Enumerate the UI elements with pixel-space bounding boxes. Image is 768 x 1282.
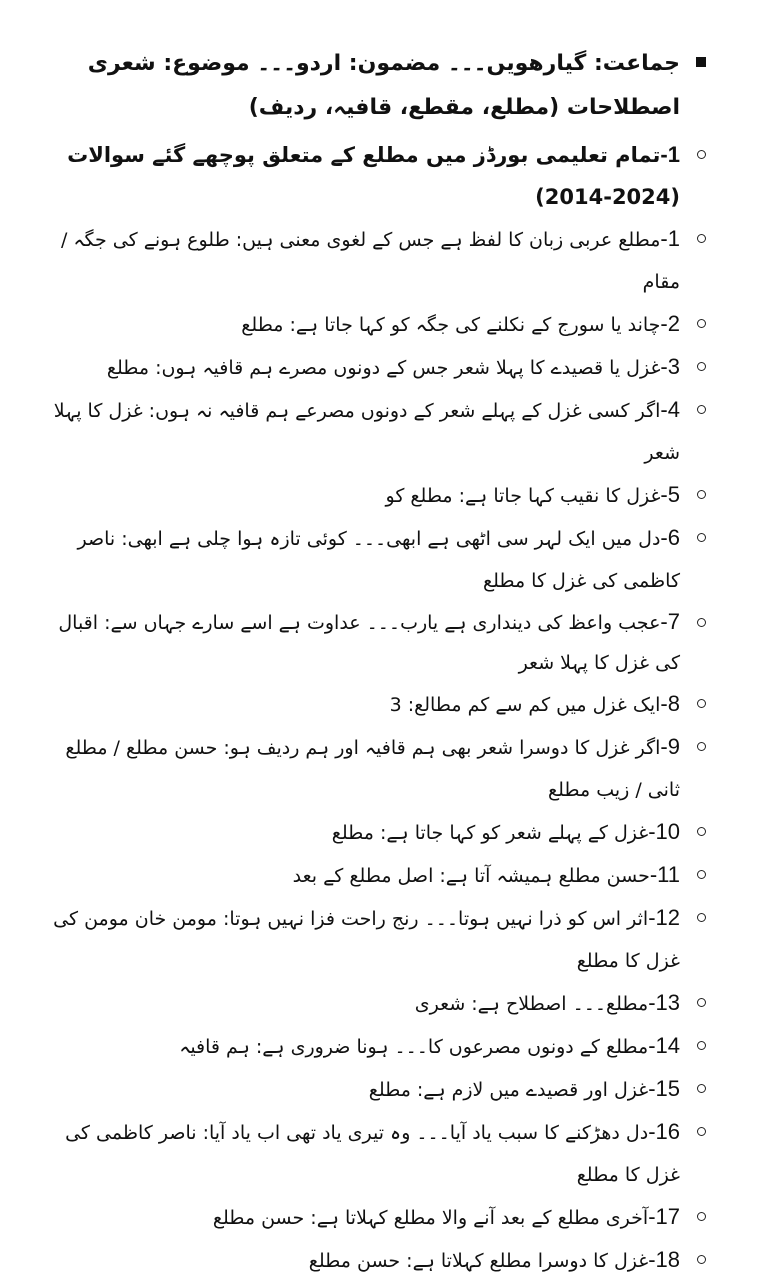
item-text: مطلع۔۔۔ اصطلاح ہے: شعری — [414, 993, 649, 1015]
list-item — [44, 854, 706, 897]
list-item — [44, 726, 706, 811]
item-text: غزل کا دوسرا مطلع کہلاتا ہے: حسن مطلع — [308, 1250, 649, 1272]
circle-bullet-icon — [697, 998, 706, 1007]
item-text: ایک غزل میں کم سے کم مطالع: 3 — [389, 694, 661, 716]
list-item — [44, 602, 706, 683]
item-number: 17- — [648, 1204, 680, 1229]
circle-bullet-icon — [697, 1041, 706, 1050]
item-number: 8- — [660, 691, 680, 716]
list-item — [44, 218, 706, 303]
document-header — [44, 42, 706, 130]
item-text: اثر اس کو ذرا نہیں ہوتا۔۔۔ رنج راحت فزا نہیں ہوتا: مومن خان مومن کی غزل کا مطلع — [53, 908, 680, 972]
circle-bullet-icon — [697, 362, 706, 371]
item-text: عجب واعظ کی دینداری ہے یارب۔۔۔ عداوت ہے اسے سارے جہاں سے: اقبال کی غزل کا پہلا شعر — [58, 612, 680, 674]
item-number: 4- — [660, 397, 680, 422]
circle-bullet-icon — [697, 1212, 706, 1221]
item-text: غزل یا قصیدے کا پہلا شعر جس کے دونوں مصرے ہم قافیہ ہوں: مطلع — [106, 357, 661, 379]
item-number: 14- — [648, 1033, 680, 1058]
header-title: جماعت: گیارھویں۔۔۔ مضمون: اردو۔۔۔ موضوع: شعری اصطلاحات (مطلع، مقطع، قافیہ، ردیف) — [87, 51, 680, 120]
circle-bullet-icon — [697, 870, 706, 879]
list-item — [44, 303, 706, 346]
list-item — [44, 389, 706, 474]
item-number: 15- — [648, 1076, 680, 1101]
circle-bullet-icon — [697, 533, 706, 542]
item-number: 13- — [648, 990, 680, 1015]
item-text: مطلع کے دونوں مصرعوں کا۔۔۔ ہونا ضروری ہے: ہم قافیہ — [179, 1036, 649, 1058]
circle-bullet-icon — [697, 1255, 706, 1264]
item-number: 18- — [648, 1247, 680, 1272]
circle-bullet-icon — [697, 827, 706, 836]
square-bullet-icon — [696, 57, 706, 67]
item-number: 7- — [660, 609, 680, 634]
list-item — [44, 1068, 706, 1111]
circle-bullet-icon — [697, 234, 706, 243]
list-item — [44, 897, 706, 982]
section-heading — [44, 134, 706, 218]
circle-bullet-icon — [697, 618, 706, 627]
circle-bullet-icon — [697, 405, 706, 414]
item-text: غزل کا نقیب کہا جاتا ہے: مطلع کو — [385, 485, 661, 507]
item-text: غزل کے پہلے شعر کو کہا جاتا ہے: مطلع — [331, 822, 649, 844]
item-number: 2- — [660, 311, 680, 336]
item-text: اگر غزل کا دوسرا شعر بھی ہم قافیہ اور ہم ردیف ہو: حسن مطلع / مطلع ثانی / زیب مطلع — [65, 737, 680, 801]
section-heading-text: تمام تعلیمی بورڈز میں مطلع کے متعلق پوچھے گئے سوالات (2024-2014) — [67, 143, 680, 209]
item-number: 3- — [660, 354, 680, 379]
item-number: 11- — [649, 862, 680, 887]
item-number: 6- — [660, 525, 680, 550]
item-number: 1- — [660, 226, 680, 251]
circle-bullet-icon — [697, 1127, 706, 1136]
item-text: اگر کسی غزل کے پہلے شعر کے دونوں مصرعے ہم قافیہ نہ ہوں: غزل کا پہلا شعر — [53, 400, 680, 464]
item-number: 10- — [648, 819, 680, 844]
list-item — [44, 1196, 706, 1239]
item-number: 16- — [648, 1119, 680, 1144]
item-text: حسن مطلع ہمیشہ آتا ہے: اصل مطلع کے بعد — [292, 865, 650, 887]
item-text: دل دھڑکنے کا سبب یاد آیا۔۔۔ وہ تیری یاد تھی اب یاد آیا: ناصر کاظمی کی غزل کا مطلع — [65, 1122, 680, 1186]
item-text: دل میں ایک لہر سی اٹھی ہے ابھی۔۔۔ کوئی تازہ ہوا چلی ہے ابھی: ناصر کاظمی کی غزل کا مطلع — [77, 528, 680, 592]
item-text: چاند یا سورج کے نکلنے کی جگہ کو کہا جاتا ہے: مطلع — [241, 314, 661, 336]
item-text: غزل اور قصیدے میں لازم ہے: مطلع — [368, 1079, 649, 1101]
list-item — [44, 982, 706, 1025]
list-item — [44, 346, 706, 389]
list-item — [44, 683, 706, 726]
list-item — [44, 1025, 706, 1068]
circle-bullet-icon — [697, 699, 706, 708]
item-number: 12- — [648, 905, 680, 930]
list-item — [44, 1239, 706, 1282]
circle-bullet-icon — [697, 319, 706, 328]
item-number: 9- — [660, 734, 680, 759]
circle-bullet-icon — [697, 490, 706, 499]
circle-bullet-icon — [697, 150, 706, 159]
question-list — [44, 134, 706, 1282]
item-text: مطلع عربی زبان کا لفظ ہے جس کے لغوی معنی ہیں: طلوع ہونے کی جگہ / مقام — [60, 229, 680, 293]
circle-bullet-icon — [697, 913, 706, 922]
list-item — [44, 1111, 706, 1196]
list-item — [44, 474, 706, 517]
list-item — [44, 517, 706, 602]
list-item — [44, 811, 706, 854]
section-number: 1- — [660, 142, 680, 167]
circle-bullet-icon — [697, 742, 706, 751]
item-text: آخری مطلع کے بعد آنے والا مطلع کہلاتا ہے: حسن مطلع — [212, 1207, 649, 1229]
item-number: 5- — [660, 482, 680, 507]
circle-bullet-icon — [697, 1084, 706, 1093]
